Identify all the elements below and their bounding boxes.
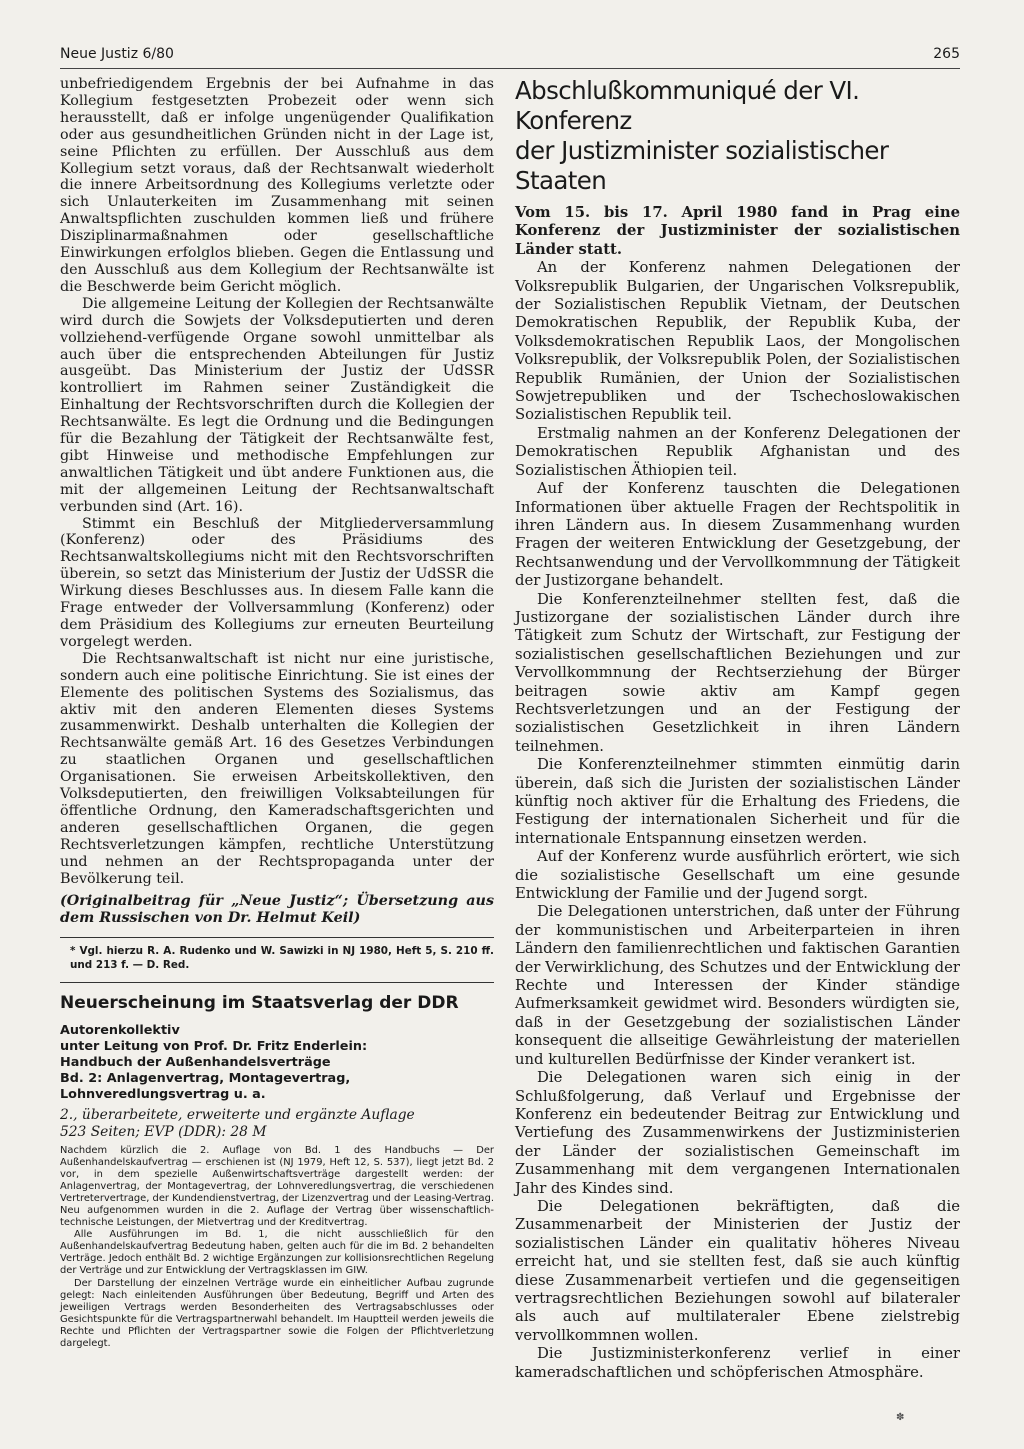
communique-body xyxy=(515,204,960,1382)
review-paragraph: Alle Ausführungen im Bd. 1, die nicht ausschließlich für den Außenhandelskaufvertrag Bedeutung haben, gelten auch für die im Bd. 2 behandelten Verträge. Jedoch enthält Bd. 2 wichtige Ergänzungen zur kollisionsrechtlichen Regelung der Verträge und zur Entwicklung der Vertragsklassen im GIW. xyxy=(60,1229,494,1277)
headline-line: der Justizminister sozialistischer Staaten xyxy=(515,136,889,195)
section-heading: Neuerscheinung im Staatsverlag der DDR xyxy=(60,992,459,1013)
edition-info xyxy=(60,1107,494,1141)
paragraph: Die Delegationen waren sich einig in der Schlußfolgerung, daß Verlauf und Ergebnisse der Konferenz ein bedeutender Beitrag zur Entwicklung und Vertiefung des Zusammenwirkens der Justizministerien der Länder der sozialistischen Gemeinschaft im Zusammenhang mit dem vergangenen Internationalen Jahr des Kindes sind. xyxy=(515,1069,960,1197)
paragraph: An der Konferenz nahmen Delegationen der Volksrepublik Bulgarien, der Ungarischen Volksrepublik, der Sozialistischen Republik Vietnam, der Deutschen Demokratischen Republik, der Republik Kuba, der Volksdemokratischen Republik Laos, der Mongolischen Volksrepublik, der Volksrepublik Polen, der Sozialistischen Republik Rumänien, der Union der Sozialistischen Sowjetrepubliken und der Tschechoslowakischen Sozialistischen Republik teil. xyxy=(515,259,960,424)
book-line: Autorenkollektiv xyxy=(60,1022,180,1038)
page-header xyxy=(60,46,960,69)
paragraph: Erstmalig nahmen an der Konferenz Delegationen der Demokratischen Republik Afghanistan und des Sozialistischen Äthiopien teil. xyxy=(515,424,960,479)
print-mark-icon: ✽ xyxy=(896,1412,905,1423)
footnote: * Vgl. hierzu R. A. Rudenko und W. Sawizki in NJ 1980, Heft 5, S. 210 ff. und 213 f. — D. Red. xyxy=(70,944,494,971)
paragraph: Die Justizministerkonferenz verlief in einer kameradschaftlichen und schöpferischen Atmosphäre. xyxy=(515,1345,960,1381)
left-column xyxy=(60,76,494,1350)
paragraph: Auf der Konferenz tauschten die Delegationen Informationen über aktuelle Fragen der Rechtspolitik in ihren Ländern aus. In diesem Zusammenhang wurden Fragen der weiteren Entwicklung der Gesetzgebung, der Rechtsanwendung und der Vervollkommnung der Tätigkeit der Justizorgane behandelt. xyxy=(515,480,960,590)
book-line: unter Leitung von Prof. Dr. Fritz Enderlein: xyxy=(60,1038,368,1054)
source-note: (Originalbeitrag für „Neue Justiz“; Übersetzung aus dem Russischen von Dr. Helmut Keil) xyxy=(60,892,494,926)
paragraph: Die Delegationen bekräftigten, daß die Zusammenarbeit der Ministerien der Justiz der sozialistischen Länder ein qualitativ höheres Niveau erreicht hat, und sie stellten fest, daß sie auch künftig diese Zusammenarbeit vertiefen und die gegenseitigen vertragsrechtlichen Beziehungen sowohl auf bilateraler als auch auf multilateraler Ebene zielstrebig vervollkommnen wollen. xyxy=(515,1197,960,1344)
paragraph: Stimmt ein Beschluß der Mitgliederversammlung (Konferenz) oder des Präsidiums des Rechtsanwaltskollegiums nicht mit den Rechtsvorschriften überein, so setzt das Ministerium der Justiz der UdSSR die Wirkung dieses Beschlusses aus. In diesem Falle kann die Frage entweder der Vollversammlung (Konferenz) oder dem Präsidium des Kollegiums zur erneuten Beurteilung vorgelegt werden. xyxy=(60,515,494,650)
journal-title: Neue Justiz 6/80 xyxy=(60,46,174,62)
book-info xyxy=(60,1023,494,1103)
paragraph: Die Konferenzteilnehmer stellten fest, daß die Justizorgane der sozialistischen Länder durch ihre Tätigkeit zum Schutz der Wirtschaft, zur Festigung der sozialistischen gesellschaftlichen Beziehungen und zur Vervollkommnung der Rechtserziehung der Bürger beitragen sowie aktiv am Kampf gegen Rechtsverletzungen und an der Festigung der sozialistischen Gesetzlichkeit in ihren Ländern teilnehmen. xyxy=(515,590,960,755)
paragraph: Die Delegationen unterstrichen, daß unter der Führung der kommunistischen und Arbeiterparteien in ihren Ländern den familienrechtlichen und faktischen Garantien der Verwirklichung, des Schutzes und der Entwicklung der Rechte und Interessen der Kinder ständige Aufmerksamkeit gewidmet wird. Besonders würdigten sie, daß in der Gesetzgebung der sozialistischen Länder konsequent die allseitige Gewährleistung der materiellen und kulturellen Bedürfnisse der Kinder verankert ist. xyxy=(515,903,960,1068)
footnote-divider xyxy=(60,937,494,938)
paragraph: Die allgemeine Leitung der Kollegien der Rechtsanwälte wird durch die Sowjets der Volksdeputierten und deren vollziehend-verfügende Organe sowohl unmittelbar als auch über die entsprechenden Abteilungen für Justiz ausgeübt. Das Ministerium der Justiz der UdSSR kontrolliert im Rahmen seiner Zuständigkeit die Einhaltung der Rechtsvorschriften durch die Kollegien der Rechtsanwälte. Es legt die Ordnung und die Bedingungen für die Bezahlung der Tätigkeit der Rechtsanwälte fest, gibt Hinweise und methodische Empfehlungen zur anwaltlichen Tätigkeit und übt andere Funktionen aus, die mit der allgemeinen Leitung der Rechtsanwaltschaft verbunden sind (Art. 16). xyxy=(60,295,494,515)
review-paragraph: Nachdem kürzlich die 2. Auflage von Bd. 1 des Handbuchs — Der Außenhandelskaufvertrag — erschienen ist (NJ 1979, Heft 12, S. 537), liegt jetzt Bd. 2 vor, in dem spezielle Außenwirtschaftsverträge dargestellt werden: der Anlagenvertrag, der Montagevertrag, der Lohnveredlungsvertrag, die verschiedenen Vertretervertrage, der Kundendienstvertrag, der Lizenzvertrag und der Leasing-Vertrag. Neu aufgenommen wurden in die 2. Auflage der Vertrag über wissenschaftlich-technische Leistungen, der Mietvertrag und der Kreditvertrag. xyxy=(60,1144,494,1229)
book-line: Lohnveredlungsvertrag u. a. xyxy=(60,1086,266,1102)
lead-paragraph: Vom 15. bis 17. April 1980 fand in Prag eine Konferenz der Justizminister der sozialistischen Länder statt. xyxy=(515,204,960,258)
paragraph: Die Rechtsanwaltschaft ist nicht nur eine juristische, sondern auch eine politische Einrichtung. Sie ist eines der Elemente des politischen Systems des Sozialismus, das aktiv mit den anderen Elementen dieses Systems zusammenwirkt. Deshalb unterhalten die Kollegien der Rechtsanwälte gemäß Art. 16 des Gesetzes Verbindungen zu staatlichen Organen und gesellschaftlichen Organisationen. Sie erweisen Arbeitskollektiven, den Volksdeputierten, den freiwilligen Volksabteilungen für öffentliche Ordnung, den Kameradschaftsgerichten und anderen gesellschaftlichen Organen, die gegen Rechtsverletzungen kämpfen, rechtliche Unterstützung und nehmen an der Rechtspropaganda unter der Bevölkerung teil. xyxy=(60,650,494,887)
section-divider xyxy=(60,982,494,983)
paragraph: Auf der Konferenz wurde ausführlich erörtert, wie sich die sozialistische Gesellschaft um eine gesunde Entwicklung der Familie und der Jugend sorgt. xyxy=(515,848,960,903)
article-headline xyxy=(515,76,960,196)
page-number: 265 xyxy=(933,46,960,62)
book-line: Handbuch der Außenhandelsverträge xyxy=(60,1054,331,1070)
edition-line: 523 Seiten; EVP (DDR): 28 M xyxy=(60,1123,267,1140)
review-paragraph: Der Darstellung der einzelnen Verträge wurde ein einheitlicher Aufbau zugrunde gelegt: Nach einleitenden Ausführungen über Bedeutung, Begriff und Arten des jeweiligen Vertrags werden Besonderheiten des Vertragsabschlusses oder Gesichtspunkte für die Vertragspartnerwahl behandelt. Im Hauptteil werden jeweils die Rechte und Pflichten der Vertragspartner sowie die Folgen der Pflichtverletzung dargelegt. xyxy=(60,1277,494,1349)
paragraph: Die Konferenzteilnehmer stimmten einmütig darin überein, daß sich die Juristen der sozialistischen Länder künftig noch aktiver für die Erhaltung des Friedens, die Festigung der internationalen Sicherheit und für die internationale Entspannung einsetzen werden. xyxy=(515,756,960,847)
book-review xyxy=(60,1145,494,1351)
book-line: Bd. 2: Anlagenvertrag, Montagevertrag, xyxy=(60,1070,351,1086)
article-continuation xyxy=(60,76,494,888)
headline-line: Abschlußkommuniqué der VI. Konferenz xyxy=(515,76,860,135)
paragraph: unbefriedigendem Ergebnis der bei Aufnahme in das Kollegium festgesetzten Probezeit oder wenn sich herausstellt, daß er infolge ungenügender Qualifikation oder aus gesundheitlichen Gründen nicht in der Lage ist, seine Pflichten zu erfüllen. Der Ausschluß aus dem Kollegium setzt voraus, daß der Rechtsanwalt wiederholt die innere Arbeitsordnung des Kollegiums verletzte oder sich Unlauterkeiten im Zusammenhang mit seinen Anwaltspflichten zuschulden kommen ließ und frühere Disziplinarmaßnahmen oder gesellschaftliche Einwirkungen erfolglos blieben. Gegen die Entlassung und den Ausschluß aus dem Kollegium der Rechtsanwälte ist die Beschwerde beim Gericht möglich. xyxy=(60,76,494,295)
right-column xyxy=(515,76,960,1382)
edition-line: 2., überarbeitete, erweiterte und ergänzte Auflage xyxy=(60,1106,415,1123)
